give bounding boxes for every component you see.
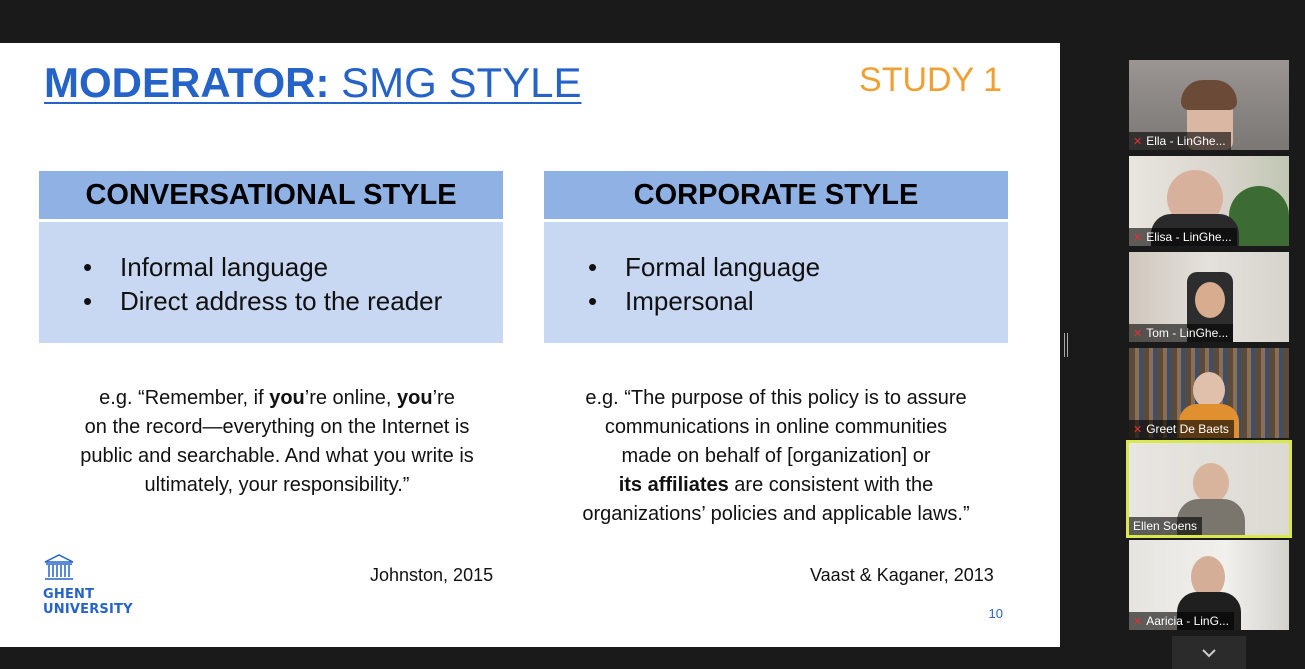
ghent-university-logo: GHENT UNIVERSITY <box>43 554 133 617</box>
conversational-example-quote: e.g. “Remember, if you’re online, you’re on the record—everything on the Internet is public and searchable. And what you write is ultimately, your responsibility.” <box>80 387 474 496</box>
participant-tile[interactable]: ✕ Ella - LinGhe... <box>1129 60 1289 150</box>
slide-title: MODERATOR: SMG STYLE <box>44 59 582 106</box>
corporate-style-box <box>544 171 1008 343</box>
muted-mic-icon: ✕ <box>1133 423 1143 436</box>
muted-mic-icon: ✕ <box>1133 135 1143 148</box>
left-citation: Johnston, 2015 <box>370 565 494 585</box>
muted-mic-icon: ✕ <box>1133 615 1143 628</box>
chevron-down-icon <box>1201 648 1217 658</box>
box-heading: CORPORATE STYLE <box>544 171 1008 219</box>
participant-tile[interactable]: ✕ Greet De Baets <box>1129 348 1289 438</box>
bullet-item: • Formal language <box>588 250 820 284</box>
study-label: STUDY 1 <box>859 61 1002 99</box>
shared-slide <box>0 43 1060 647</box>
university-building-icon <box>43 554 75 582</box>
scroll-down-button[interactable] <box>1172 636 1246 669</box>
panel-resize-handle[interactable] <box>1064 333 1068 357</box>
muted-mic-icon: ✕ <box>1133 231 1143 244</box>
box-heading: CONVERSATIONAL STYLE <box>39 171 503 219</box>
bullet-item: • Informal language <box>83 250 442 284</box>
participant-tile[interactable]: ✕ Aaricia - LinG... <box>1129 540 1289 630</box>
right-citation: Vaast & Kaganer, 2013 <box>810 565 994 585</box>
muted-mic-icon: ✕ <box>1133 327 1143 340</box>
bullet-item: • Impersonal <box>588 284 820 318</box>
participant-tile[interactable]: ✕ Elisa - LinGhe... <box>1129 156 1289 246</box>
corporate-example-quote: e.g. “The purpose of this policy is to assure communications in online communities made on behalf of [organization] or its affiliates are consistent with the organizations’ policies and applicable laws.” <box>582 387 970 525</box>
page-number: 10 <box>988 606 1003 621</box>
bullet-item: • Direct address to the reader <box>83 284 442 318</box>
participant-tile[interactable]: ✕ Tom - LinGhe... <box>1129 252 1289 342</box>
conversational-style-box <box>39 171 503 343</box>
bullet-list <box>588 250 820 318</box>
bullet-list <box>83 250 442 318</box>
participant-tile-active-speaker[interactable]: Ellen Soens <box>1129 443 1289 535</box>
